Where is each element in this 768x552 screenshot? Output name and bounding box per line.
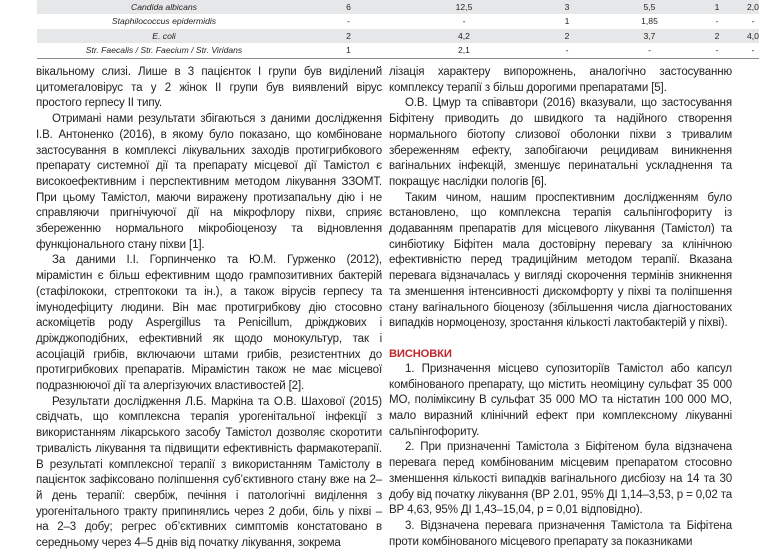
results-table: [37, 0, 759, 58]
right-text-column: [389, 65, 732, 550]
table-cell: 2,0: [747, 2, 759, 12]
conclusion-item: 2. При призначенні Тамістола з Біфітеном була відзначена перевага перед комбінованим місцевим препаратом стосовно зменшення кількості випадків вагінального дисбіозу на 14 та 30 добу від початку лікування (ВР 2.01, 95% ДІ 1,14–3,53, р = 0,02 та ВР 4,63, 95% ДІ 1,43–15,04, р = 0,01 відповідно).: [389, 441, 732, 517]
table-cell: -: [462, 16, 466, 27]
conclusion-item: 1. Призначення місцево супозиторіїв Тамістол або капсул комбінованого препарату, що містить неоміцину сульфат 35 000 МО, поліміксину В сульфат 35 000 МО та ністатин 100 000 МО, мало виразний клінічний ефект при комплексному лікуванні сальпінгофориту.: [389, 362, 732, 438]
table-cell-organism: Staphilococcus epidermidis: [111, 16, 217, 27]
paragraph: вікальному слизі. Лише в 3 пацієнток І групи був виділений цитомегаловірус та у 2 жінок ІІ групи був виявлений вірус простого герпесу ІІ типу.: [36, 66, 382, 110]
paragraph: лізація характеру випорожнень, аналогічно застосуванню комплексу терапії з більш дорогими препаратами [5].: [389, 66, 732, 94]
table-cell: 1: [714, 2, 720, 12]
table-cell: 2,1: [458, 45, 470, 56]
table-cell-organism: Str. Faecalis / Str. Faecium / Str. Viridans: [85, 45, 243, 56]
table-cell: 1,85: [641, 16, 658, 27]
table-cell: 4,0: [747, 30, 759, 41]
table-cell: 3,7: [643, 30, 656, 41]
conclusion-item: 3. Відзначена перевага призначення Тамістола та Біфітена проти комбінованого місцевого препарату за показниками: [389, 519, 732, 548]
table-cell: -: [751, 45, 755, 56]
paragraph: Результати дослідження Л.Б. Маркіна та О.В. Шахової (2015) свідчать, що комплексна терапія урогенітальної інфекції з використанням лікарського засобу Тамістол дозволяє скоротити тривалість лікування та підвищити ефективність фармакотерапії. В результаті комплексної терапії з використанням Тамістолу в пацієнток зафіксовано поліпшення суб’єктивного стану вже на 2–й день терапії: свербіж, печіння і патологічні виділення з урогенітального тракту припинялись через 2 доби, біль у піхві – на 2–3 добу; регрес об’єктивних симптомів констатовано в середньому через 4–5 днів від початку лікування, зокрема: [36, 395, 382, 550]
table-cell: 2: [564, 30, 570, 41]
table-cell-organism: Candida albicans: [131, 2, 197, 12]
table-cell: -: [715, 16, 719, 27]
left-text-column: [36, 65, 382, 552]
table-cell: -: [565, 45, 569, 56]
table-cell: -: [751, 16, 755, 27]
paragraph: О.В. Цмур та співавтори (2016) вказували, що застосування Біфітену приводить до швидкого та надійного створення нормального біотопу слизової оболонки піхви з тривалим збереженням ефекту, запобігаючи рецидивам виникнення вагінальних інфекцій, зменшує перинатальні ускладнення та покращує наслідки пологів [6].: [389, 97, 732, 188]
table-cell: 1: [346, 45, 351, 56]
paragraph: Отримані нами результати збігаються з даними дослідження І.В. Антоненко (2016), в якому було показано, що комбіноване застосування в комплексі лікувальних заходів протигрибкового препарату системної дії та препарату місцевої дії Тамістол є високоефективним і перспективним методом лікування ЗЗОМТ. При цьому Тамістол, маючи виражену протизапальну дію і не справляючи пригнічуючої дії на мікрофлору піхви, сприяє збереженню нормального мікробіоценозу та відновлення функціонального стану піхви [1].: [36, 113, 382, 251]
table-row: [37, 0, 759, 14]
table-cell: 4,2: [458, 30, 470, 41]
table-cell: 6: [346, 2, 351, 12]
table-row: [37, 14, 759, 28]
table-cell: 1: [564, 16, 570, 27]
table-cell: -: [715, 45, 719, 56]
paragraph: За даними І.І. Горпинченко та Ю.М. Гурженко (2012), мірамістин є більш ефективним щодо грампозитивних бактерій (стафілококи, стрептококи та ін.), а також вірусів герпесу та імунодефіциту людини. Він має протигрибкову дію стосовно аскоміцетів роду Aspergillus та Penicillum, дріжджових і дріжджоподібних, ефективний як щодо монокультур, так і асоціацій грибів, включаючи штами грибів, резистентних до протигрибкових препаратів. Мірамістин також не має місцевої подразнюючої дії та алергізуючих властивостей [2].: [36, 254, 382, 393]
table-cell: -: [347, 16, 350, 27]
section-heading: ВИСНОВКИ: [389, 347, 452, 360]
table-cell: 2: [714, 30, 720, 41]
table-cell: 12,5: [455, 2, 473, 12]
table-cell: 2: [346, 30, 351, 41]
table-row: [37, 43, 759, 57]
paragraph: Таким чином, нашим проспективним дослідженням було встановлено, що комплексна терапія сальпінгофориту із додаванням препаратів для місцевого лікування (Тамістол) та синбіотику Біфітен мала достовірну перевагу за клінічною ефективністю перед традиційним методом терапії. Вказана перевага відзначалась у вигляді скорочення термінів зникнення та зменшення інтенсивності дискомфорту у піхві та поліпшення стану вагінального біоценозу (збільшення числа діагностованих випадків нормоценозу, зростання кількості лактобактерій у піхві).: [389, 191, 732, 330]
table-cell: 5,5: [643, 2, 656, 12]
table-row: [37, 29, 759, 43]
table-cell: 3: [564, 2, 570, 12]
table-cell: -: [648, 45, 651, 56]
table-bottom-rule: [37, 58, 759, 59]
table-cell-organism: E. coli: [152, 30, 176, 41]
